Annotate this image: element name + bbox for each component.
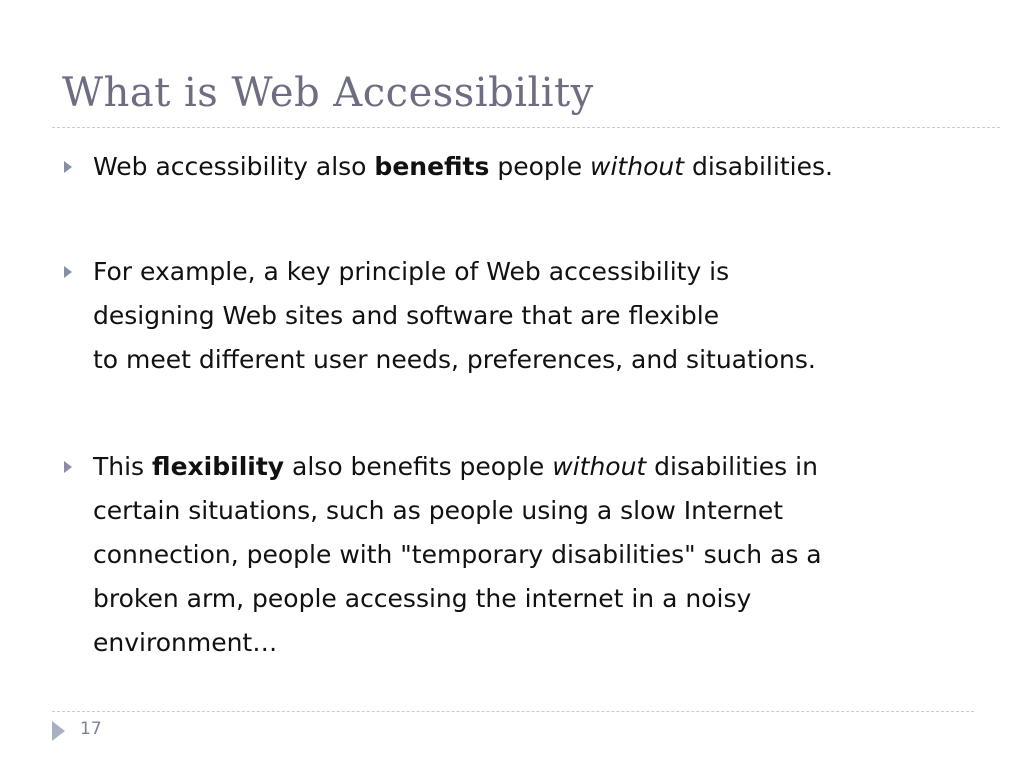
text-run: disabilities in <box>646 452 818 481</box>
text-run: certain situations, such as people using a slow Internet <box>93 496 784 525</box>
bullet-line <box>93 445 973 489</box>
text-run: also benefits people <box>284 452 553 481</box>
bullet-line <box>93 294 973 338</box>
footer-divider <box>52 711 974 712</box>
bullet-line <box>93 577 973 621</box>
text-run: connection, people with "temporary disabilities" such as a <box>93 540 822 569</box>
text-run: This <box>93 452 153 481</box>
bullet-line <box>93 250 973 294</box>
text-run: people <box>489 152 591 181</box>
text-run: broken arm, people accessing the internet in a noisy <box>93 584 752 613</box>
bullet-arrow-icon <box>64 266 72 278</box>
page-number: 17 <box>80 719 102 739</box>
play-arrow-icon <box>52 721 65 741</box>
bullet-text <box>93 145 973 189</box>
italic-text-run: without <box>552 452 647 481</box>
bold-text-run: flexibility <box>152 452 285 481</box>
bullet-line <box>93 621 973 665</box>
bullet-arrow-icon <box>64 161 72 173</box>
text-run: environment… <box>93 628 278 657</box>
bullet-line <box>93 533 973 577</box>
text-run: to meet different user needs, preferences, and situations. <box>93 345 816 374</box>
bullet-text <box>93 250 973 382</box>
bullet-line <box>93 338 973 382</box>
bullet-line <box>93 145 973 189</box>
text-run: Web accessibility also <box>93 152 375 181</box>
italic-text-run: without <box>590 152 685 181</box>
bold-text-run: benefits <box>374 152 490 181</box>
bullet-text <box>93 445 973 665</box>
title-divider <box>52 127 1000 128</box>
text-run: For example, a key principle of Web accessibility is <box>93 257 730 286</box>
text-run: disabilities. <box>684 152 833 181</box>
slide-title: What is Web Accessibility <box>62 70 594 116</box>
text-run: designing Web sites and software that are flexible <box>93 301 720 330</box>
bullet-line <box>93 489 973 533</box>
bullet-arrow-icon <box>64 461 72 473</box>
